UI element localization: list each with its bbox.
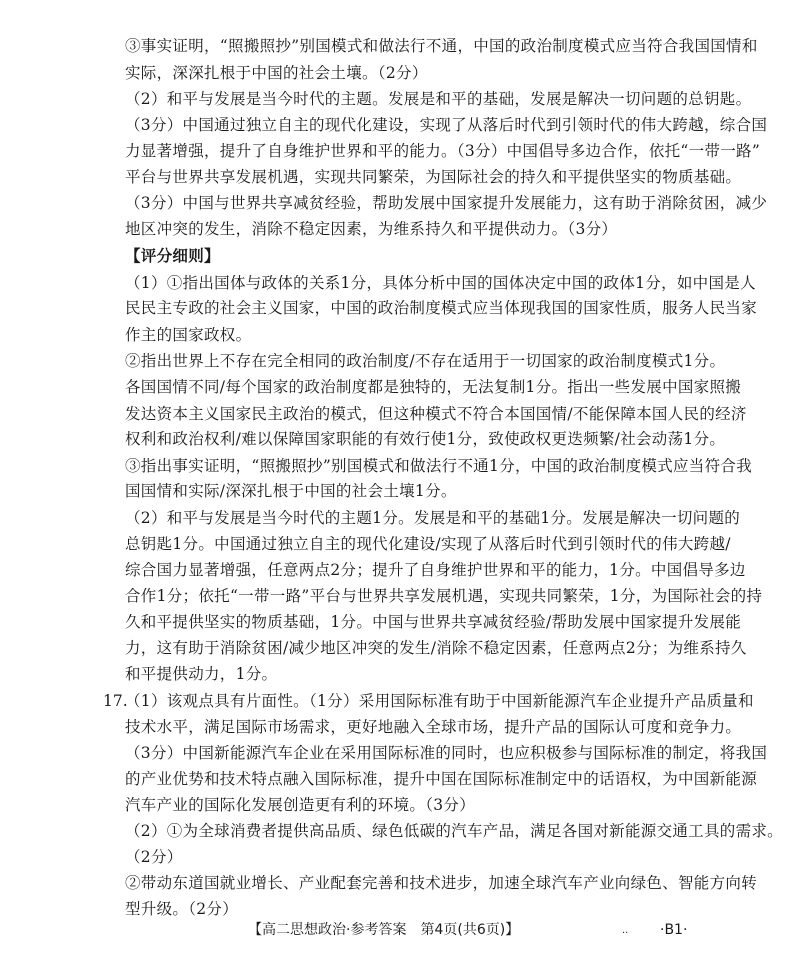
- answer-line: （3分）中国与世界共享减贫经验，帮助发展中国家提升发展能力，这有助于消除贫困，减少: [125, 194, 768, 212]
- answer-line: （2分）: [125, 848, 183, 866]
- answer-line: 汽车产业的国际化发展创造更有利的环境。（3分）: [125, 796, 476, 814]
- page-footer: 【高二思想政治·参考答案 第4页(共6页)】: [248, 922, 520, 938]
- answer-line: （3分）中国新能源汽车企业在采用国际标准的同时，也应积极参与国际标准的制定，将我国: [125, 744, 768, 762]
- answer-line: ③指出事实证明，“照搬照抄”别国模式和做法行不通1分，中国的政治制度模式应当符合我: [125, 457, 753, 475]
- page-code: ·B1·: [660, 922, 688, 938]
- answer-line: 权利和政治权利/难以保障国家职能的有效行使1分，致使政权更迭频繁/社会动荡1分。: [125, 430, 726, 448]
- question-number: 17.: [103, 692, 128, 710]
- answer-line: ③事实证明，“照搬照抄”别国模式和做法行不通，中国的政治制度模式应当符合我国国情和: [125, 37, 758, 55]
- answer-line: （2）和平与发展是当今时代的主题1分。发展是和平的基础1分。发展是解决一切问题的: [125, 509, 741, 527]
- answer-line: 的产业优势和技术特点融入国际标准，提升中国在国际标准制定中的话语权，为中国新能源: [125, 770, 758, 788]
- answer-line: （1）该观点具有片面性。（1分）采用国际标准有助于中国新能源汽车企业提升产品质量和: [125, 692, 754, 710]
- answer-line: 国国情和实际/深深扎根于中国的社会土壤1分。: [125, 482, 457, 500]
- answer-line: 综合国力显著增强，任意两点2分；提升了自身维护世界和平的能力，1分。中国倡导多边: [125, 561, 746, 579]
- answer-line: 实际，深深扎根于中国的社会土壤。（2分）: [125, 64, 428, 82]
- answer-line: 久和平提供坚实的物质基础，1分。中国与世界共享减贫经验/帮助发展中国家提升发展能: [125, 613, 742, 631]
- answer-line: （1）①指出国体与政体的关系1分，具体分析中国的国体决定中国的政体1分，如中国是人: [125, 274, 756, 292]
- answer-line: ②带动东道国就业增长、产业配套完善和技术进步，加速全球汽车产业向绿色、智能方向转: [125, 874, 758, 892]
- answer-line: 地区冲突的发生，消除不稳定因素，为维系持久和平提供动力。（3分）: [125, 220, 618, 238]
- answer-line: 力，这有助于消除贫困/减少地区冲突的发生/消除不稳定因素，任意两点2分；为维系持久: [125, 639, 747, 657]
- answer-line: 合作1分；依托“一带一路”平台与世界共享发展机遇，实现共同繁荣，1分，为国际社会的持: [125, 587, 763, 605]
- answer-line: 型升级。（2分）: [125, 900, 239, 918]
- answer-line: 发达资本主义国家民主政治的模式，但这种模式不符合本国国情/不能保障本国人民的经济: [125, 405, 747, 423]
- answer-line: 各国国情不同/每个国家的政治制度都是独特的，无法复制1分。指出一些发展中国家照搬: [125, 378, 742, 396]
- footer-mark: ··: [622, 928, 629, 939]
- answer-line: 平台与世界共享发展机遇，实现共同繁荣，为国际社会的持久和平提供坚实的物质基础。: [125, 168, 742, 186]
- section-heading: 【评分细则】: [125, 247, 220, 265]
- answer-line: 作主的国家政权。: [125, 326, 252, 344]
- answer-line: 总钥匙1分。中国通过独立自主的现代化建设/实现了从落后时代到引领时代的伟大跨越/: [125, 535, 731, 553]
- answer-line: （3分）中国通过独立自主的现代化建设，实现了从落后时代到引领时代的伟大跨越，综合国: [125, 116, 768, 134]
- answer-line: 力显著增强，提升了自身维护世界和平的能力。（3分）中国倡导多边合作，依托“一带一路”: [125, 142, 761, 160]
- answer-line: 技术水平，满足国际市场需求，更好地融入全球市场，提升产品的国际认可度和竞争力。: [125, 718, 742, 736]
- answer-line: （2）①为全球消费者提供高品质、绿色低碳的汽车产品，满足各国对新能源交通工具的需求。: [125, 822, 783, 840]
- answer-line: （2）和平与发展是当今时代的主题。发展是和平的基础，发展是解决一切问题的总钥匙。: [125, 90, 752, 108]
- answer-line: 民民主专政的社会主义国家，中国的政治制度模式应当体现我国的国家性质，服务人民当家: [125, 299, 758, 317]
- answer-line: ②指出世界上不存在完全相同的政治制度/不存在适用于一切国家的政治制度模式1分。: [125, 352, 726, 370]
- answer-line: 和平提供动力，1分。: [125, 665, 278, 683]
